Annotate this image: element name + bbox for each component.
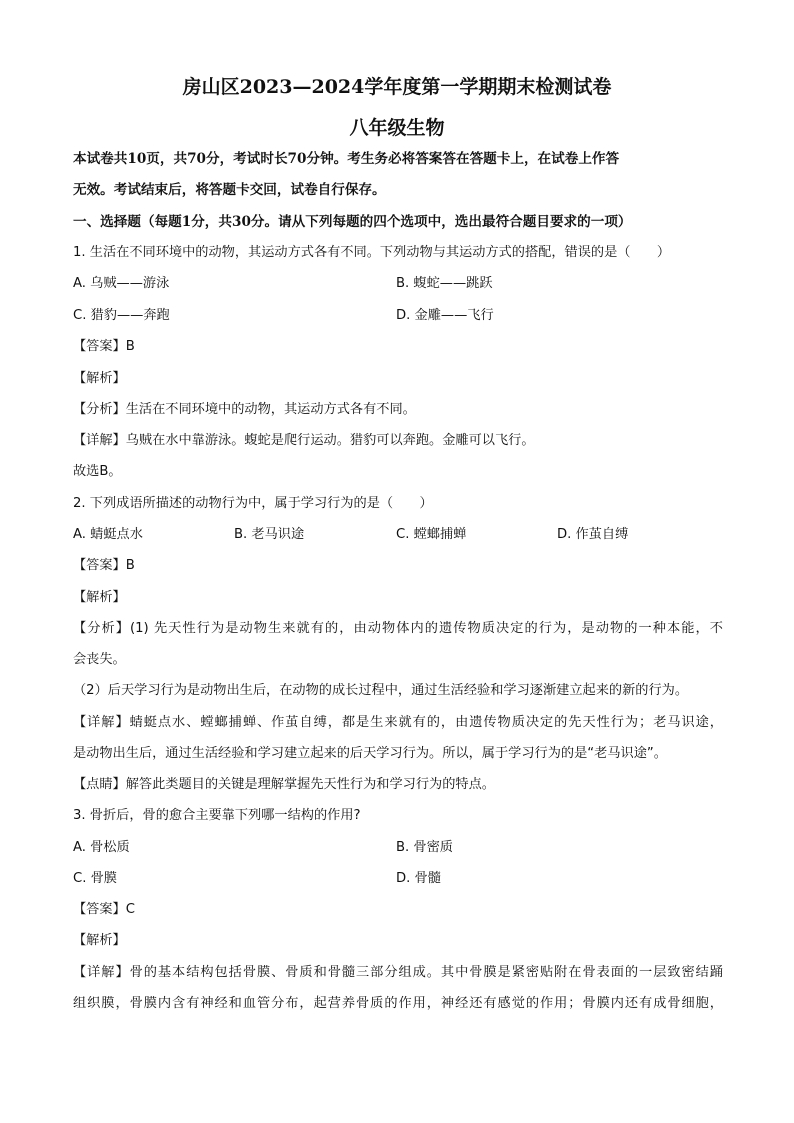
question-2-detail-line-2: 是动物出生后，通过生活经验和学习建立起来的后天学习行为。所以，属于学习行为的是“老马识途”。	[73, 746, 667, 761]
question-1-analysis: 【解析】	[73, 371, 126, 386]
question-2-tip: 【点睛】解答此类题目的关键是理解掌握先天性行为和学习行为的特点。	[73, 777, 495, 792]
question-1-option-a: A. 乌贼——游泳	[73, 276, 170, 291]
exam-title: 房山区2023—2024学年度第一学期期末检测试卷	[182, 76, 612, 98]
question-1-option-b: B. 蝮蛇——跳跃	[396, 276, 493, 291]
question-1-stem: 1. 生活在不同环境中的动物，其运动方式各有不同。下列动物与其运动方式的搭配，错误的是（ ）	[73, 245, 671, 260]
section-heading: 一、选择题（每题1分，共30分。请从下列每题的四个选项中，选出最符合题目要求的一项）	[73, 214, 632, 230]
question-2-analysis: 【解析】	[73, 590, 126, 605]
instructions-line-1: 本试卷共10页，共70分，考试时长70分钟。考生务必将答案答在答题卡上，在试卷上作答	[73, 151, 620, 167]
question-3-option-a: A. 骨松质	[73, 840, 130, 855]
question-2-fenxi-line-3: （2）后天学习行为是动物出生后，在动物的成长过程中，通过生活经验和学习逐渐建立起来的新的行为。	[73, 683, 689, 698]
question-2-stem: 2. 下列成语所描述的动物行为中，属于学习行为的是（ ）	[73, 496, 433, 511]
question-1-option-c: C. 猎豹——奔跑	[73, 308, 170, 323]
exam-subtitle: 八年级生物	[349, 117, 445, 139]
question-1-fenxi: 【分析】生活在不同环境中的动物，其运动方式各有不同。	[73, 402, 416, 417]
question-1-detail: 【详解】乌贼在水中靠游泳。蝮蛇是爬行运动。猎豹可以奔跑。金雕可以飞行。	[73, 433, 535, 448]
question-2-fenxi-line-2: 会丧失。	[73, 652, 126, 667]
question-1-conclusion: 故选B。	[73, 464, 122, 479]
question-3-option-c: C. 骨膜	[73, 871, 117, 886]
question-1-answer: 【答案】B	[73, 339, 135, 354]
instructions-line-2: 无效。考试结束后，将答题卡交回，试卷自行保存。	[73, 182, 386, 198]
question-3-detail-line-2: 组织膜，骨膜内含有神经和血管分布，起营养骨质的作用，神经还有感觉的作用；骨膜内还有成骨细胞，	[73, 996, 723, 1011]
question-3-detail-line-1: 【详解】骨的基本结构包括骨膜、骨质和骨髓三部分组成。其中骨膜是紧密贴附在骨表面的一层致密结踊	[73, 965, 723, 980]
question-2-option-b: B. 老马识途	[234, 527, 305, 542]
question-2-answer: 【答案】B	[73, 558, 135, 573]
question-2-fenxi-line-1: 【分析】(1) 先天性行为是动物生来就有的，由动物体内的遗传物质决定的行为，是动物的一种本能，不	[73, 621, 723, 636]
question-3-stem: 3. 骨折后，骨的愈合主要靠下列哪一结构的作用?	[73, 808, 361, 823]
question-2-detail-line-1: 【详解】蜻蜓点水、螳螂捕蝉、作茧自缚，都是生来就有的，由遗传物质决定的先天性行为；老马识途，	[73, 715, 723, 730]
question-3-option-b: B. 骨密质	[396, 840, 453, 855]
question-2-option-c: C. 螳螂捕蝉	[396, 527, 467, 542]
question-2-option-a: A. 蜻蜓点水	[73, 527, 143, 542]
question-3-analysis: 【解析】	[73, 933, 126, 948]
question-2-option-d: D. 作茧自缚	[557, 527, 629, 542]
question-3-answer: 【答案】C	[73, 902, 135, 917]
question-3-option-d: D. 骨髓	[396, 871, 441, 886]
question-1-option-d: D. 金雕——飞行	[396, 308, 494, 323]
